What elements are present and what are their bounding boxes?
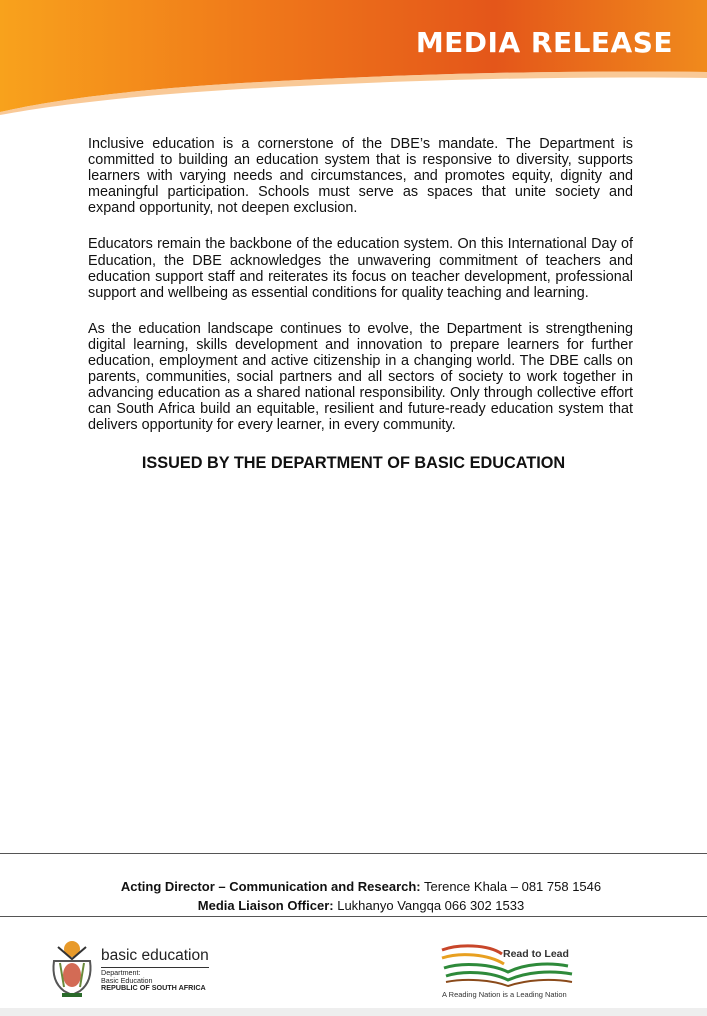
director-value: Terence Khala – 081 758 1546	[424, 879, 602, 894]
paragraph-educators: Educators remain the backbone of the education system. On this International Day of Education, the DBE acknowledges the unwavering commitment of teachers and education support staff and reiterates its focus on teacher development, professional support and wellbeing as essential conditions for quality teaching and learning.	[88, 236, 633, 301]
dbe-name: basic education	[101, 947, 209, 964]
read-to-lead-tagline: A Reading Nation is a Leading Nation	[442, 990, 567, 999]
dbe-wordmark	[101, 947, 209, 968]
director-label: Acting Director – Communication and Research:	[120, 879, 421, 894]
liaison-value: Lukhanyo Vangqa 066 302 1533	[337, 898, 525, 913]
media-release-title: MEDIA RELEASE	[415, 26, 673, 59]
read-to-lead-title: Read to Lead	[503, 948, 569, 960]
dbe-line-basic-education: Basic Education	[101, 975, 153, 985]
liaison-contact	[0, 896, 707, 915]
release-body	[88, 136, 633, 454]
dbe-department-text	[101, 969, 206, 992]
page-bottom-strip	[0, 1008, 707, 1016]
issued-by-heading: ISSUED BY THE DEPARTMENT OF BASIC EDUCATION	[141, 454, 566, 472]
paragraph-inclusive-education: Inclusive education is a cornerstone of the DBE’s mandate. The Department is committed to building an education system that is responsive to diversity, supports learners with varying needs and circumstances, and promotes equity, dignity and meaningful participation. Schools must serve as spaces that unite society and expand opportunity, not deepen exclusion.	[88, 136, 633, 217]
liaison-label: Media Liaison Officer:	[197, 898, 334, 913]
director-contact	[0, 877, 707, 896]
dbe-line-rsa: REPUBLIC OF SOUTH AFRICA	[101, 983, 206, 993]
contact-block	[0, 877, 707, 915]
divider-top	[0, 853, 707, 854]
paragraph-education-landscape: As the education landscape continues to evolve, the Department is strengthening digital learning, skills development and innovation to prepare learners for further education, employment and active citizenship in a changing world. The DBE calls on parents, communities, social partners and all sectors of society to work together in advancing education as a shared national responsibility. Only through collective effort can South Africa build an equitable, resilient and future-ready education system that delivers opportunity for every learner, in every community.	[88, 320, 633, 434]
divider-bottom	[0, 916, 707, 917]
dbe-line-department: Department:	[101, 968, 141, 977]
